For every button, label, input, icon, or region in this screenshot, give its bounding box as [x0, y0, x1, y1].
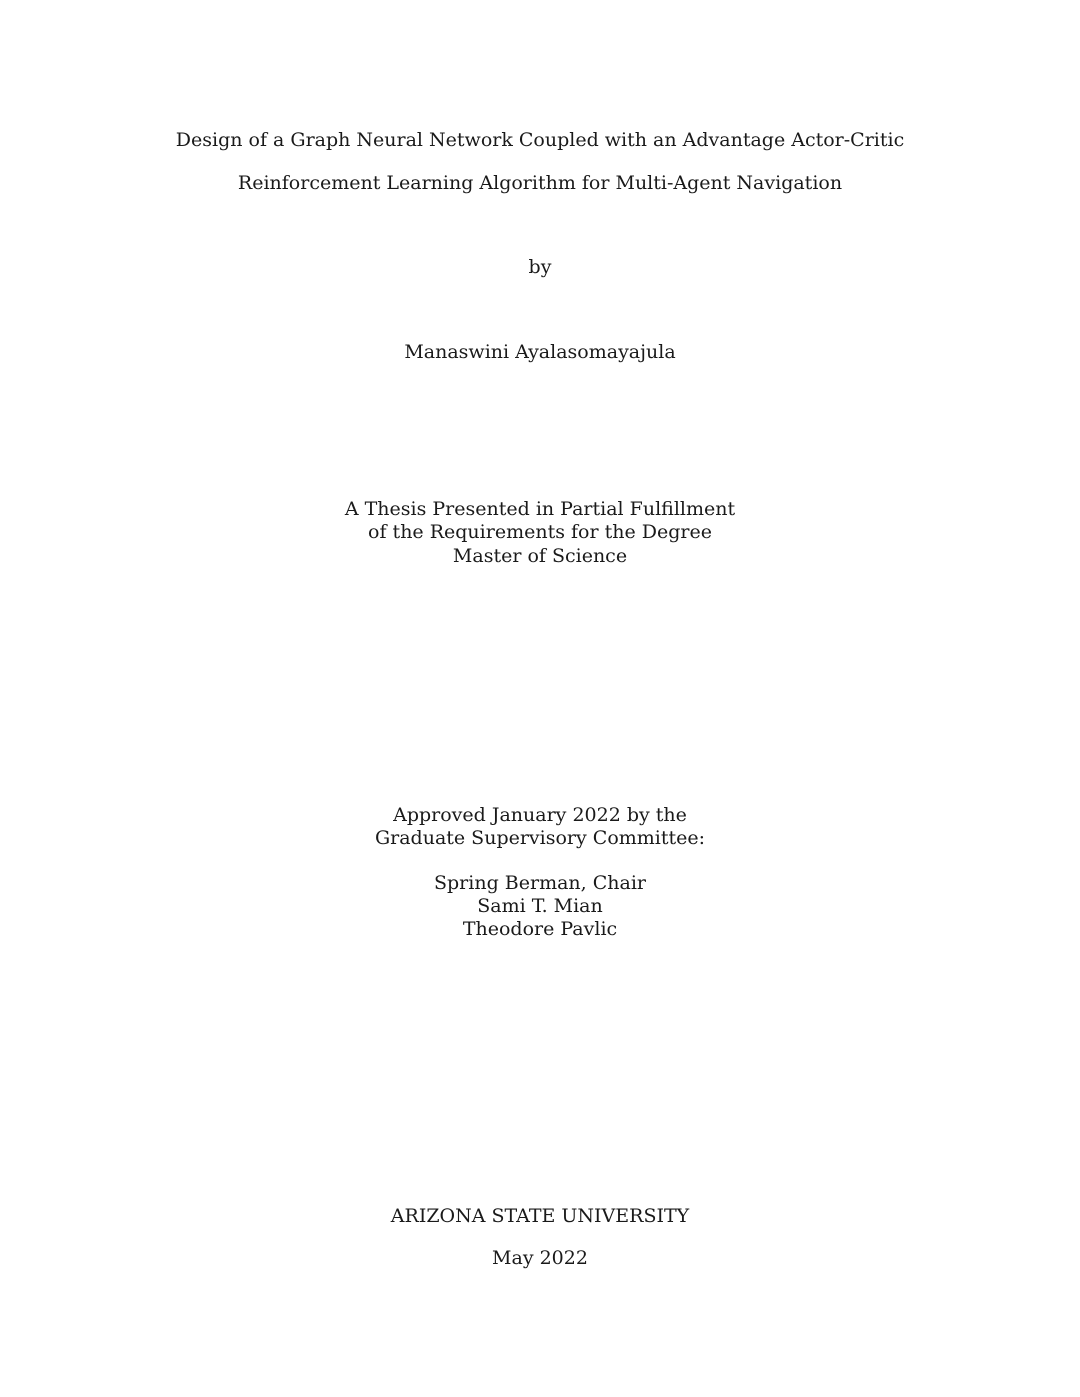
- thesis-statement-line-2: of the Requirements for the Degree: [368, 521, 712, 543]
- submission-date: May 2022: [492, 1247, 588, 1269]
- degree-name: Master of Science: [452, 545, 628, 567]
- committee-member: Sami T. Mian: [477, 895, 603, 917]
- thesis-statement-line-1: A Thesis Presented in Partial Fulfillment: [344, 498, 736, 520]
- committee-member-chair: Spring Berman, Chair: [434, 872, 646, 894]
- university-name: ARIZONA STATE UNIVERSITY: [390, 1205, 690, 1227]
- approval-line-2: Graduate Supervisory Committee:: [374, 827, 706, 849]
- author-name: Manaswini Ayalasomayajula: [404, 341, 676, 363]
- thesis-title-line-1: Design of a Graph Neural Network Coupled with an Advantage Actor-Critic: [175, 129, 905, 151]
- thesis-title-line-2: Reinforcement Learning Algorithm for Multi-Agent Navigation: [237, 172, 843, 194]
- committee-member: Theodore Pavlic: [462, 918, 618, 940]
- approval-line-1: Approved January 2022 by the: [393, 804, 687, 826]
- by-label: by: [528, 256, 552, 278]
